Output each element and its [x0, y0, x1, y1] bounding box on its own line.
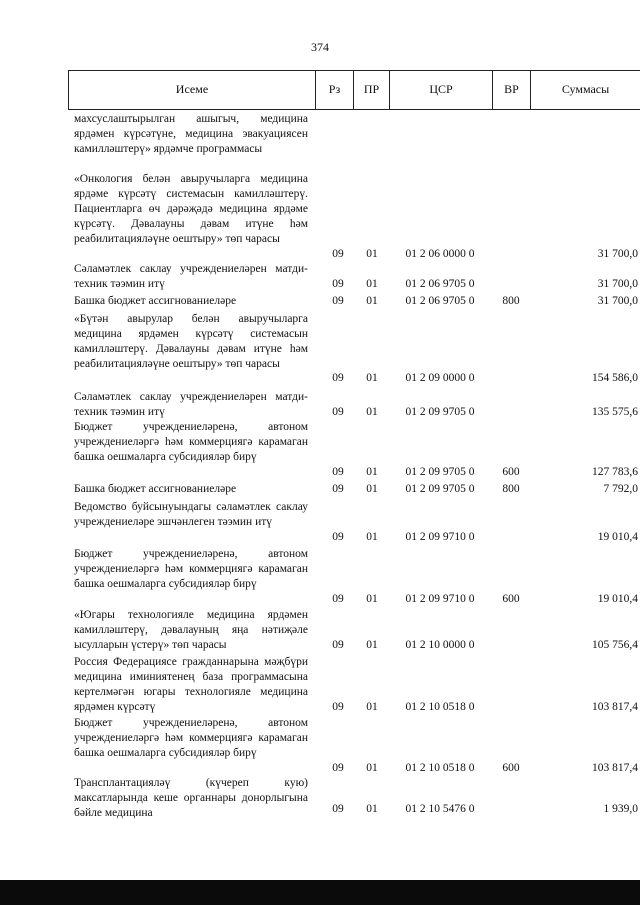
row-sum: 31 700,0 — [597, 248, 638, 260]
row-vr: 600 — [502, 466, 520, 478]
row-pr: 01 — [366, 483, 378, 495]
row-csr: 01 2 10 0518 0 — [405, 762, 475, 774]
row-pr: 01 — [366, 593, 378, 605]
row-csr: 01 2 10 0000 0 — [405, 639, 475, 651]
row-name: Бюджет учреждениеләренә, автоном учреждениеләргә һәм коммерциягә карамаган башка оешмаларга субсидияләр бирү — [74, 421, 308, 464]
row-rz: 09 — [332, 483, 344, 495]
row-rz: 09 — [332, 639, 344, 651]
row-name: Сәламәтлек саклау учреждениеләрен матди-техник тәэмин итү — [74, 391, 308, 419]
row-vr: 800 — [502, 295, 520, 307]
row-sum: 31 700,0 — [597, 278, 638, 290]
row-csr: 01 2 06 9705 0 — [405, 278, 475, 290]
row-csr: 01 2 09 0000 0 — [405, 372, 475, 384]
row-pr: 01 — [366, 466, 378, 478]
row-rz: 09 — [332, 531, 344, 543]
row-csr: 01 2 09 9705 0 — [405, 406, 475, 418]
row-csr: 01 2 10 5476 0 — [405, 803, 475, 815]
row-pr: 01 — [366, 406, 378, 418]
row-name: Трансплантацияләү (күчереп кую) максатларында кеше органнары донорлыгына бәйле медицина — [74, 777, 308, 820]
row-pr: 01 — [366, 531, 378, 543]
row-name: Бюджет учреждениеләренә, автоном учреждениеләргә һәм коммерциягә карамаган башка оешмаларга субсидияләр бирү — [74, 548, 308, 591]
row-sum: 154 586,0 — [592, 372, 638, 384]
header-pr: ПР — [363, 81, 380, 96]
row-pr: 01 — [366, 701, 378, 713]
row-pr: 01 — [366, 762, 378, 774]
row-name: Башка бюджет ассигнованиеләре — [74, 295, 237, 307]
row-sum: 7 792,0 — [603, 483, 638, 495]
scan-bottom-edge — [0, 880, 640, 905]
row-csr: 01 2 09 9710 0 — [405, 593, 475, 605]
row-csr: 01 2 09 9710 0 — [405, 531, 475, 543]
row-name: махсуслаштырылган ашыгыч, медицина ярдәмен күрсәтүне, медицина эвакуациясен камилләштерү» ярдәмче программасы — [74, 113, 308, 156]
row-sum: 105 756,4 — [592, 639, 638, 651]
row-name: Ведомство буйсынуындагы сәламәтлек саклау учреждениеләре эшчәнлеген тәэмин итү — [74, 501, 308, 529]
row-csr: 01 2 09 9705 0 — [405, 483, 475, 495]
page-number: 374 — [311, 40, 329, 54]
row-name: Сәламәтлек саклау учреждениеләрен матди-техник тәэмин итү — [74, 263, 308, 291]
row-name: «Югары технологияле медицина ярдәмен камилләштерү, дәвалауның яңа нәтиҗәле ысулларын үстерү» төп чарасы — [74, 609, 308, 652]
row-sum: 135 575,6 — [592, 406, 638, 418]
header-sum: Суммасы — [561, 81, 610, 96]
row-sum: 103 817,4 — [592, 762, 638, 774]
row-pr: 01 — [366, 639, 378, 651]
row-vr: 800 — [502, 483, 520, 495]
row-name: «Бүтән авырулар белән авыручыларга медицина ярдәмен күрсәтү системасын камилләштерү. Дәвалауны дәвам итүне һәм реабилитацияләүне оештыру» төп чарасы — [74, 313, 308, 371]
row-sum: 1 939,0 — [603, 803, 638, 815]
row-sum: 19 010,4 — [597, 593, 638, 605]
row-rz: 09 — [332, 248, 344, 260]
header-csr: ЦСР — [429, 81, 453, 96]
row-pr: 01 — [366, 295, 378, 307]
row-name: Россия Федерациясе гражданнарына мәҗбүри медицина иминиятенең база программасына кертелмәгән югары технологияле медицина ярдәмен күрсәтү — [74, 656, 308, 714]
header-rz: Рз — [328, 81, 341, 96]
row-pr: 01 — [366, 278, 378, 290]
row-rz: 09 — [332, 278, 344, 290]
row-sum: 127 783,6 — [592, 466, 638, 478]
row-rz: 09 — [332, 406, 344, 418]
row-rz: 09 — [332, 762, 344, 774]
header-vr: ВР — [504, 81, 519, 96]
row-csr: 01 2 06 9705 0 — [405, 295, 475, 307]
row-name: Башка бюджет ассигнованиеләре — [74, 483, 237, 495]
row-rz: 09 — [332, 803, 344, 815]
row-rz: 09 — [332, 466, 344, 478]
row-rz: 09 — [332, 295, 344, 307]
row-csr: 01 2 09 9705 0 — [405, 466, 475, 478]
row-rz: 09 — [332, 701, 344, 713]
row-csr: 01 2 10 0518 0 — [405, 701, 475, 713]
row-vr: 600 — [502, 593, 520, 605]
header-bottom-border — [68, 109, 640, 110]
row-sum: 19 010,4 — [597, 531, 638, 543]
row-sum: 103 817,4 — [592, 701, 638, 713]
row-pr: 01 — [366, 248, 378, 260]
row-rz: 09 — [332, 372, 344, 384]
row-sum: 31 700,0 — [597, 295, 638, 307]
row-name: «Онкология белән авыручыларга медицина ярдәме күрсәтү системасын камилләштерү. Пациентларга өч дәрәҗәдә медицина ярдәме күрсәтү. Дәвалауны дәвам итүне һәм реабилитацияләүне оештыру» төп чарасы — [74, 173, 308, 246]
row-rz: 09 — [332, 593, 344, 605]
row-csr: 01 2 06 0000 0 — [405, 248, 475, 260]
row-pr: 01 — [366, 372, 378, 384]
header-name: Исеме — [175, 81, 209, 96]
row-name: Бюджет учреждениеләренә, автоном учреждениеләргә һәм коммерциягә карамаган башка оешмаларга субсидияләр бирү — [74, 717, 308, 760]
row-pr: 01 — [366, 803, 378, 815]
row-vr: 600 — [502, 762, 520, 774]
